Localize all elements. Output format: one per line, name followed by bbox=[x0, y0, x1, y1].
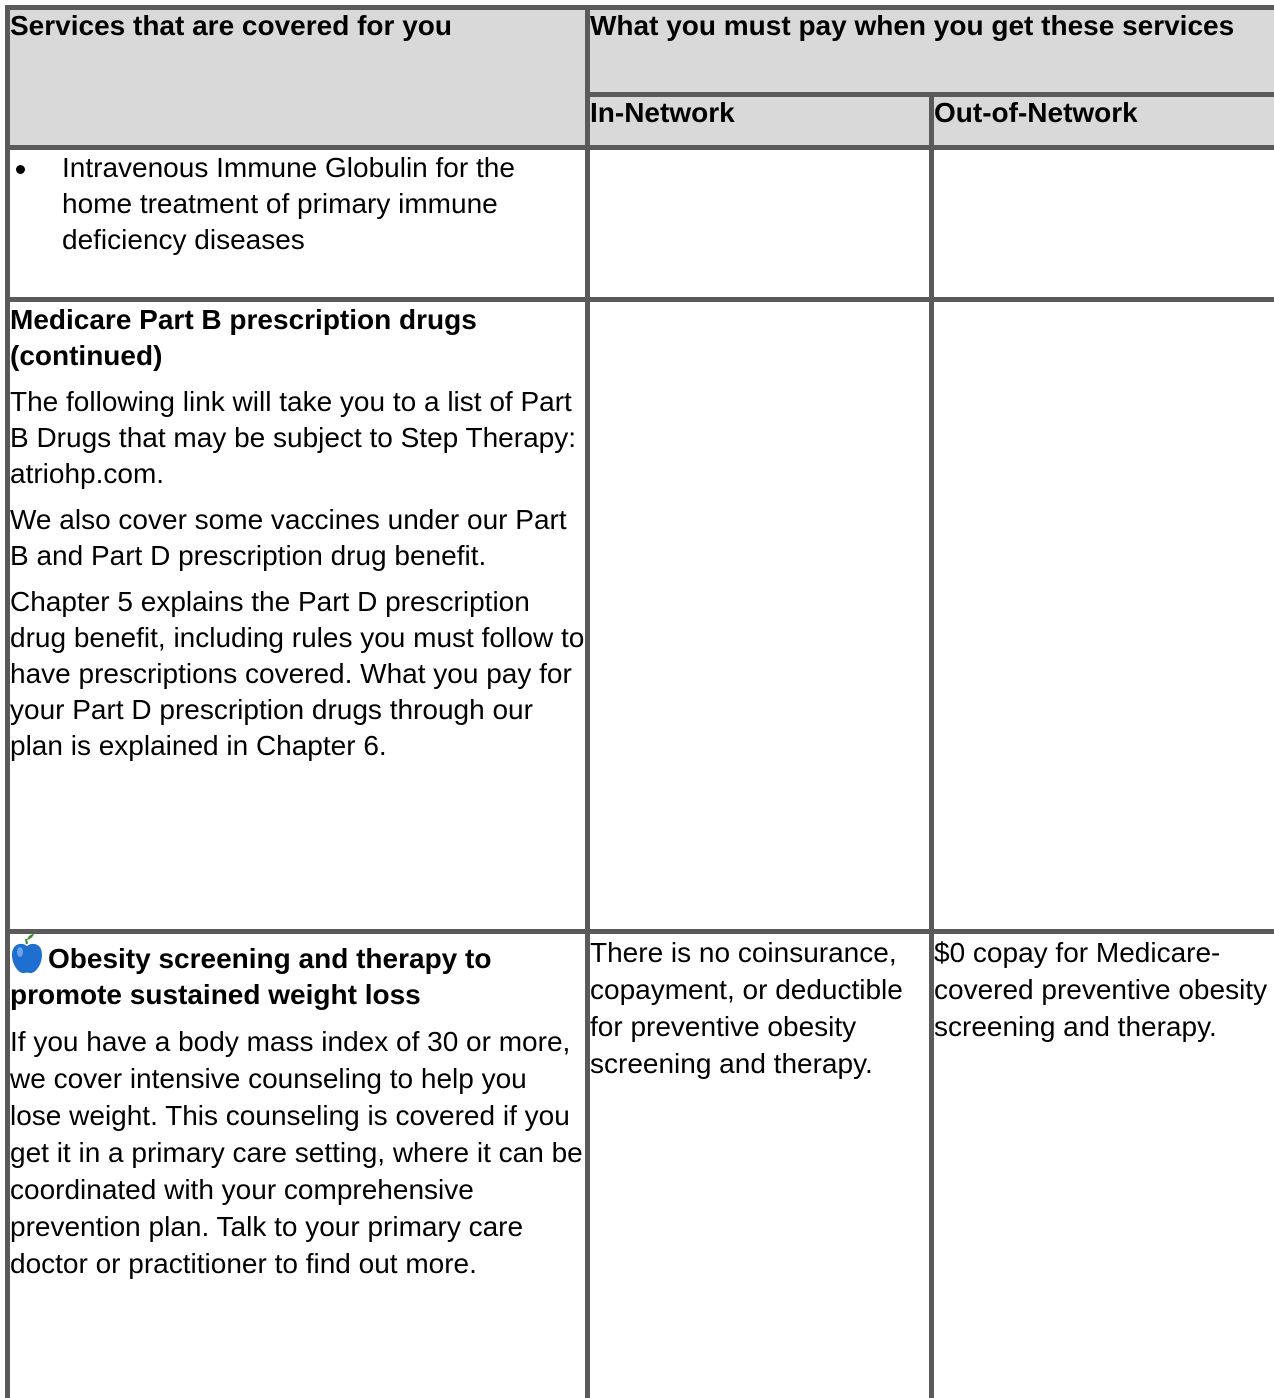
table-row bbox=[8, 148, 1274, 300]
service-paragraph: If you have a body mass index of 30 or more, we cover intensive counseling to help you lose weight. This counseling is covered if you get it in a primary care setting, where it can be coordinated with your comprehensive prevention plan. Talk to your primary care doctor or practitioner to find out more. bbox=[10, 1026, 583, 1279]
benefits-table bbox=[5, 5, 1274, 1398]
apple-icon bbox=[10, 934, 44, 974]
bullet-icon bbox=[16, 165, 25, 174]
in-network-cell bbox=[588, 148, 932, 300]
service-paragraph: We also cover some vaccines under our Part B and Part D prescription drug benefit. bbox=[10, 504, 567, 571]
header-row-top bbox=[8, 8, 1274, 95]
out-network-cell bbox=[932, 932, 1274, 1398]
header-what-you-pay bbox=[588, 8, 1274, 95]
service-title-block bbox=[10, 934, 585, 1013]
service-bullet-list bbox=[10, 150, 585, 258]
bullet-text: Intravenous Immune Globulin for the home treatment of primary immune deficiency diseases bbox=[62, 152, 515, 255]
table-row bbox=[8, 932, 1274, 1398]
table-row bbox=[8, 300, 1274, 932]
service-paragraph: The following link will take you to a list of Part B Drugs that may be subject to Step Therapy: atriohp.com. bbox=[10, 386, 577, 489]
header-services-label: Services that are covered for you bbox=[10, 10, 452, 41]
out-network-cell bbox=[932, 300, 1274, 932]
service-cell bbox=[8, 300, 588, 932]
in-network-text: There is no coinsurance, copayment, or deductible for preventive obesity screening and therapy. bbox=[590, 937, 903, 1079]
header-in-network-label: In-Network bbox=[590, 97, 735, 128]
list-item bbox=[10, 150, 585, 258]
service-cell bbox=[8, 148, 588, 300]
header-out-network-label: Out-of-Network bbox=[934, 97, 1138, 128]
header-pay-label: What you must pay when you get these services bbox=[590, 10, 1235, 41]
header-in-network bbox=[588, 95, 932, 148]
service-cell bbox=[8, 932, 588, 1398]
in-network-cell bbox=[588, 300, 932, 932]
service-title: Medicare Part B prescription drugs (continued) bbox=[10, 304, 477, 371]
service-paragraph: Chapter 5 explains the Part D prescription drug benefit, including rules you must follow to have prescriptions covered. What you pay for your Part D prescription drugs through our plan is explained in Chapter 6. bbox=[10, 586, 585, 761]
header-services bbox=[8, 8, 588, 148]
in-network-cell bbox=[588, 932, 932, 1398]
service-title: Obesity screening and therapy to promote sustained weight loss bbox=[10, 943, 492, 1010]
out-network-cell bbox=[932, 148, 1274, 300]
out-network-text: $0 copay for Medicare-covered preventive obesity screening and therapy. bbox=[934, 937, 1268, 1042]
header-out-network bbox=[932, 95, 1274, 148]
